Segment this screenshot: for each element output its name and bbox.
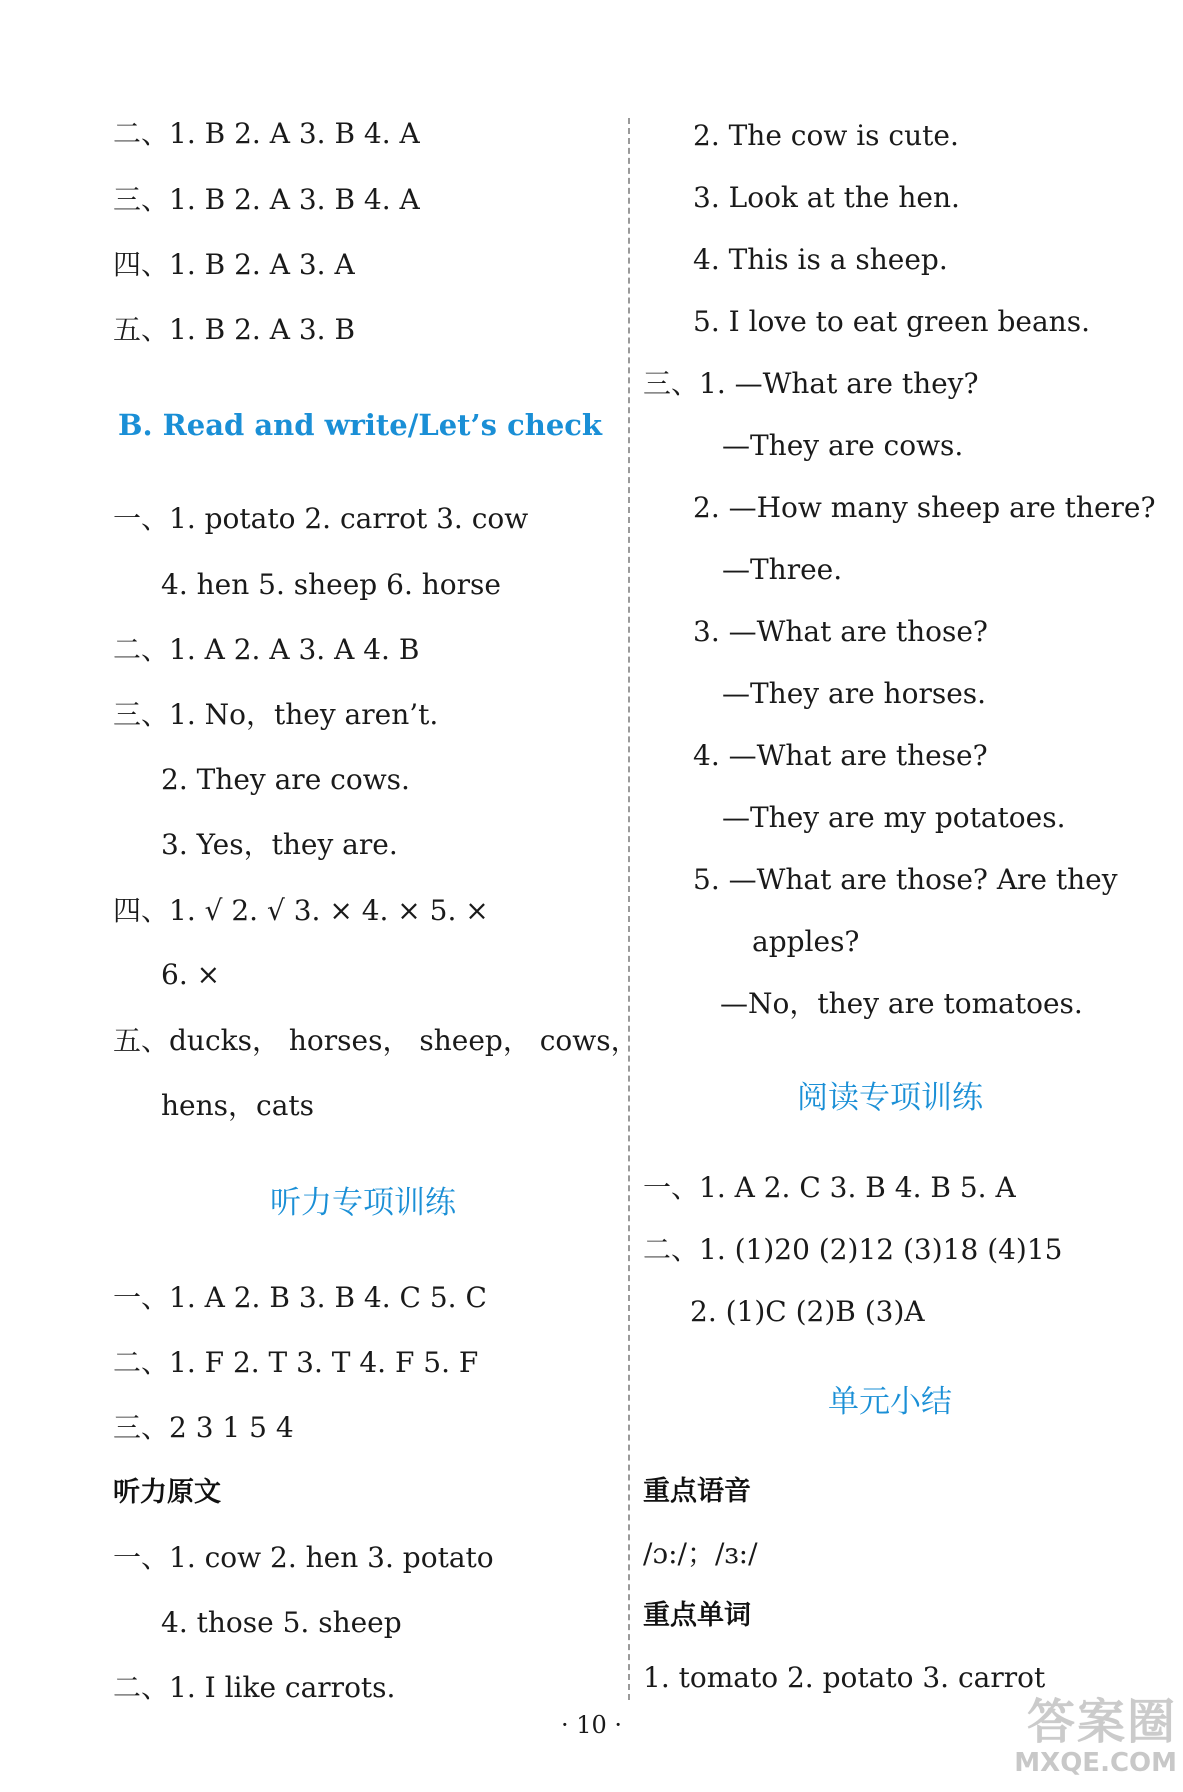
watermark-text-en: MXQE.COM xyxy=(1014,1748,1177,1778)
listening-heading: 听力专项训练 xyxy=(270,1185,456,1221)
answer-line: 二、1. I like carrots. xyxy=(113,1671,396,1704)
answer-line: 2. The cow is cute. xyxy=(693,119,959,152)
answer-line: 四、1. B 2. A 3. A xyxy=(113,248,355,281)
answer-line: 三、1. B 2. A 3. B 4. A xyxy=(113,183,420,216)
answer-line: 3. —What are those? xyxy=(693,615,988,648)
answer-line: 4. This is a sheep. xyxy=(693,243,948,276)
words-line: 1. tomato 2. potato 3. carrot xyxy=(643,1661,1046,1694)
answer-line: 2. —How many sheep are there? xyxy=(693,491,1156,524)
answer-line: 3. Yes，they are. xyxy=(161,828,398,861)
answer-line: 5. I love to eat green beans. xyxy=(693,305,1090,338)
answer-line: 2. (1)C (2)B (3)A xyxy=(690,1295,925,1328)
answer-line: —They are horses. xyxy=(722,677,987,710)
answer-line: 五、ducks， horses， sheep， cows， xyxy=(113,1024,639,1057)
answer-line: 一、1. cow 2. hen 3. potato xyxy=(113,1541,494,1574)
answer-line: hens，cats xyxy=(161,1089,315,1122)
answer-line: —Three. xyxy=(722,553,843,586)
answer-line: 4. hen 5. sheep 6. horse xyxy=(161,568,501,601)
reading-heading: 阅读专项训练 xyxy=(797,1080,983,1116)
phonics-heading: 重点语音 xyxy=(643,1476,751,1507)
page-number: · 10 · xyxy=(560,1711,623,1739)
column-divider xyxy=(628,118,630,1700)
answer-line: 3. Look at the hen. xyxy=(693,181,960,214)
answer-line: 2. They are cows. xyxy=(161,763,410,796)
answer-line: 二、1. (1)20 (2)12 (3)18 (4)15 xyxy=(643,1233,1063,1266)
answer-line: 6. × xyxy=(161,958,221,991)
answer-line: 二、1. B 2. A 3. B 4. A xyxy=(113,117,420,150)
section-b-heading: B. Read and write/Let’s check xyxy=(117,408,603,442)
answer-line: 4. those 5. sheep xyxy=(161,1606,402,1639)
answer-line: apples? xyxy=(752,925,860,958)
answer-line: —No，they are tomatoes. xyxy=(720,987,1083,1020)
watermark-text-cn: 答案圈 xyxy=(1026,1694,1177,1750)
answer-line: 一、1. potato 2. carrot 3. cow xyxy=(113,502,529,535)
summary-heading: 单元小结 xyxy=(828,1384,952,1420)
answer-line: 五、1. B 2. A 3. B xyxy=(113,313,356,346)
listening-script-heading: 听力原文 xyxy=(113,1477,221,1508)
words-heading: 重点单词 xyxy=(643,1600,751,1631)
answer-line: —They are cows. xyxy=(722,429,964,462)
answer-line: 二、1. A 2. A 3. A 4. B xyxy=(113,633,420,666)
answer-line: 四、1. √ 2. √ 3. × 4. × 5. × xyxy=(113,894,489,927)
answer-line: —They are my potatoes. xyxy=(722,801,1066,834)
answer-line: 三、1. No，they aren’t. xyxy=(113,698,439,731)
answer-line: 三、2 3 1 5 4 xyxy=(113,1411,294,1444)
answer-line: 5. —What are those? Are they xyxy=(693,863,1118,896)
answer-line: 三、1. —What are they? xyxy=(643,367,979,400)
answer-line: 一、1. A 2. B 3. B 4. C 5. C xyxy=(113,1281,487,1314)
watermark-logo xyxy=(1014,1694,1177,1778)
answer-line: 二、1. F 2. T 3. T 4. F 5. F xyxy=(113,1346,479,1379)
answer-line: 4. —What are these? xyxy=(693,739,988,772)
phonics-line: /ɔ:/；/ɜ:/ xyxy=(643,1537,758,1570)
answer-line: 一、1. A 2. C 3. B 4. B 5. A xyxy=(643,1171,1016,1204)
